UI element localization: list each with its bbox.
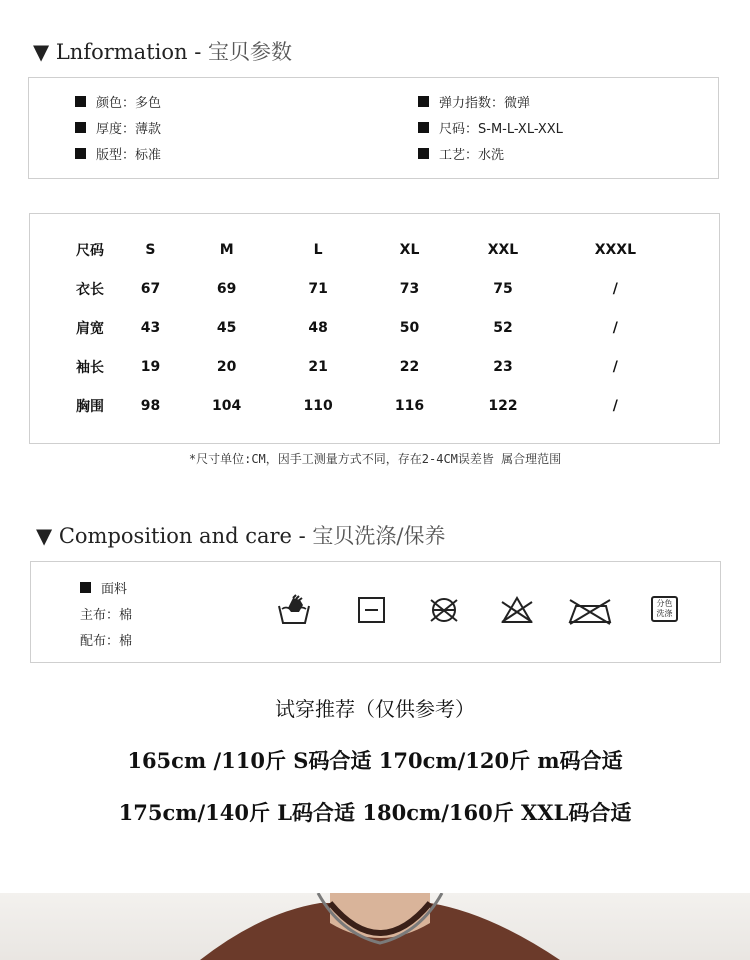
table-cell: 21 xyxy=(308,358,328,375)
table-cell: 98 xyxy=(140,397,161,414)
main-fabric: 主布：棉 xyxy=(80,608,133,623)
table-header-cell: S xyxy=(145,241,156,258)
table-cell: 23 xyxy=(493,358,513,375)
table-cell: 110 xyxy=(303,397,333,414)
table-cell: 67 xyxy=(140,280,161,297)
no-bleach-icon xyxy=(499,594,535,626)
info-item-craft: 工艺：水洗 xyxy=(418,144,504,163)
triangle-down-icon: ▼ xyxy=(36,524,53,548)
table-cell: 22 xyxy=(399,358,420,375)
fit-line-2: 175cm/140斤 L码合适 180cm/160斤 XXL码合适 xyxy=(118,800,632,825)
square-bullet-icon xyxy=(80,582,91,593)
triangle-down-icon: ▼ xyxy=(33,40,50,64)
info-item-fit: 版型：标准 xyxy=(75,144,161,163)
square-bullet-icon xyxy=(75,148,86,159)
info-item-thickness: 厚度：薄款 xyxy=(75,118,161,137)
square-bullet-icon xyxy=(75,122,86,133)
measurement-note: *尺寸单位:CM，因手工测量方式不同，存在2-4CM误差皆 属合理范围 xyxy=(188,452,562,466)
info-item-elasticity: 弹力指数：微弹 xyxy=(418,92,530,111)
table-header-cell: XXXL xyxy=(594,241,636,258)
table-cell: / xyxy=(612,319,618,336)
table-cell: 122 xyxy=(488,397,518,414)
square-bullet-icon xyxy=(418,148,429,159)
square-bullet-icon xyxy=(418,122,429,133)
table-cell: 衣长 xyxy=(76,281,104,298)
table-row xyxy=(60,347,680,386)
table-cell: 肩宽 xyxy=(76,320,104,337)
info-item-sizes: 尺码：S-M-L-XL-XXL xyxy=(418,118,563,137)
table-cell: / xyxy=(612,397,618,414)
table-cell: 袖长 xyxy=(76,359,104,376)
table-cell: 19 xyxy=(140,358,161,375)
square-bullet-icon xyxy=(418,96,429,107)
table-row xyxy=(60,308,680,347)
care-section-title xyxy=(36,520,446,550)
table-header-cell: XL xyxy=(399,241,420,258)
table-row xyxy=(60,269,680,308)
table-cell: 48 xyxy=(308,319,328,336)
lining-fabric: 配布：棉 xyxy=(80,634,133,649)
table-header-cell: 尺码 xyxy=(76,242,104,259)
table-header-row xyxy=(60,230,680,269)
no-iron-icon xyxy=(566,594,614,626)
table-cell: 52 xyxy=(493,319,513,336)
no-dryclean-icon xyxy=(426,594,462,626)
table-cell: 69 xyxy=(216,280,237,297)
fit-title: 试穿推荐（仅供参考） xyxy=(275,697,475,721)
info-section-title xyxy=(33,36,292,66)
table-cell: 胸围 xyxy=(76,398,104,415)
care-title-en: Composition and care - xyxy=(58,524,306,548)
tumble-dry-icon xyxy=(354,594,390,626)
table-cell: / xyxy=(612,280,618,297)
size-table xyxy=(60,230,680,425)
fit-line-1: 165cm /110斤 S码合适 170cm/120斤 m码合适 xyxy=(127,748,623,773)
table-header-cell: L xyxy=(313,241,323,258)
table-header-cell: M xyxy=(219,241,234,258)
table-header-cell: XXL xyxy=(487,241,519,258)
table-cell: 45 xyxy=(216,319,237,336)
table-cell: 73 xyxy=(399,280,420,297)
wash-separately-line2: 洗涤 xyxy=(656,609,673,618)
table-cell: 43 xyxy=(140,319,161,336)
info-title-en: Lnformation - xyxy=(55,40,202,64)
model-photo-illustration xyxy=(0,893,750,960)
care-title-cn: 宝贝洗涤/保养 xyxy=(312,524,446,548)
table-row xyxy=(60,386,680,425)
wash-separately-icon xyxy=(651,596,678,622)
table-cell: 75 xyxy=(493,280,513,297)
table-cell: 20 xyxy=(216,358,237,375)
info-title-cn: 宝贝参数 xyxy=(207,40,292,64)
table-cell: / xyxy=(612,358,618,375)
hand-wash-icon xyxy=(276,594,312,626)
wash-separately-line1: 分色 xyxy=(656,599,673,608)
table-cell: 104 xyxy=(212,397,242,414)
table-cell: 116 xyxy=(394,397,425,414)
table-cell: 71 xyxy=(308,280,328,297)
info-item-color: 颜色：多色 xyxy=(75,92,161,111)
fabric-label: 面料 xyxy=(80,578,127,597)
table-cell: 50 xyxy=(399,319,420,336)
square-bullet-icon xyxy=(75,96,86,107)
model-photo xyxy=(0,893,750,960)
